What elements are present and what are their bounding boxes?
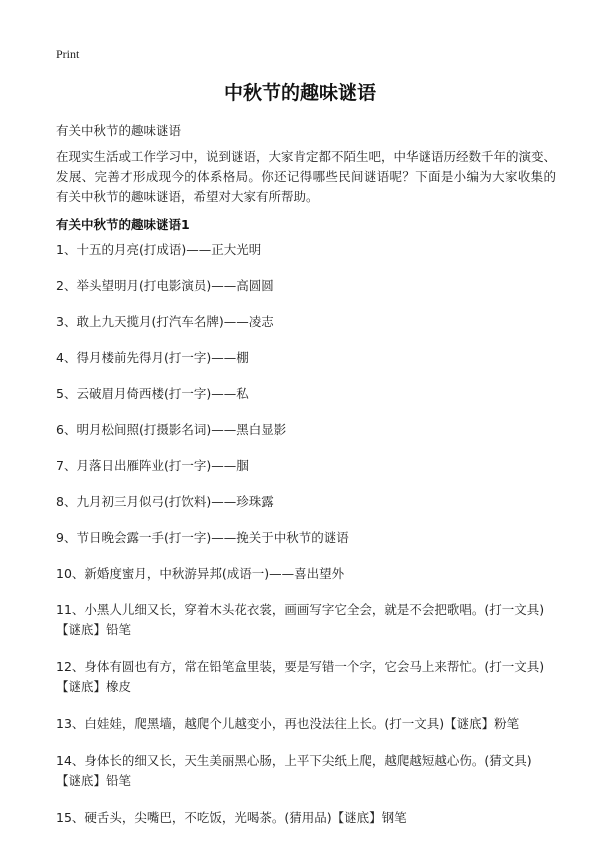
riddle-item: 15、硬舌头，尖嘴巴，不吃饭，光喝茶。(猜用品)【谜底】钢笔 — [56, 810, 407, 825]
riddle-item: 3、敢上九天揽月(打汽车名牌)——凌志 — [56, 314, 274, 329]
riddle-item: 5、云破眉月倚西楼(打一字)——私 — [56, 386, 249, 401]
section-heading: 有关中秋节的趣味谜语1 — [56, 217, 190, 232]
riddle-item: 10、新婚度蜜月，中秋游异邦(成语一)——喜出望外 — [56, 566, 345, 581]
article-subtitle: 有关中秋节的趣味谜语 — [56, 123, 182, 138]
riddle-list — [56, 240, 546, 844]
page-title: 中秋节的趣味谜语 — [223, 82, 376, 104]
riddle-item: 2、举头望明月(打电影演员)——高圆圆 — [56, 278, 274, 293]
riddle-item: 4、得月楼前先得月(打一字)——棚 — [56, 350, 249, 365]
riddle-item: 13、白娃娃，爬黑墙，越爬个儿越变小，再也没法往上长。(打一文具)【谜底】粉笔 — [56, 716, 520, 731]
print-link[interactable]: Print — [56, 47, 80, 61]
riddle-item: 8、九月初三月似弓(打饮料)——珍珠露 — [56, 494, 274, 509]
riddle-item: 9、节日晚会露一手(打一字)——挽关于中秋节的谜语 — [56, 530, 349, 545]
riddle-item: 6、明月松间照(打摄影名词)——黑白显影 — [56, 422, 287, 437]
riddle-item: 11、小黑人儿细又长，穿着木头花衣裳，画画写字它全会，就是不会把歌唱。(打一文具)【谜底】铅笔 — [56, 602, 545, 637]
riddle-item: 14、身体长的细又长，天生美丽黑心肠，上平下尖纸上爬，越爬越短越心伤。(猜文具)【谜底】铅笔 — [56, 753, 532, 788]
riddle-item: 12、身体有圆也有方，常在铅笔盒里装，要是写错一个字，它会马上来帮忙。(打一文具)【谜底】橡皮 — [56, 659, 545, 694]
riddle-item: 1、十五的月亮(打成语)——正大光明 — [56, 242, 262, 257]
riddle-item: 7、月落日出雁阵业(打一字)——腘 — [56, 458, 249, 473]
intro-paragraph: 在现实生活或工作学习中，说到谜语，大家肯定都不陌生吧，中华谜语历经数千年的演变、发展、完善才形成现今的体系格局。你还记得哪些民间谜语呢？下面是小编为大家收集的 有关中秋节的趣味谜语，希望对大家有所帮助。 — [56, 149, 557, 204]
